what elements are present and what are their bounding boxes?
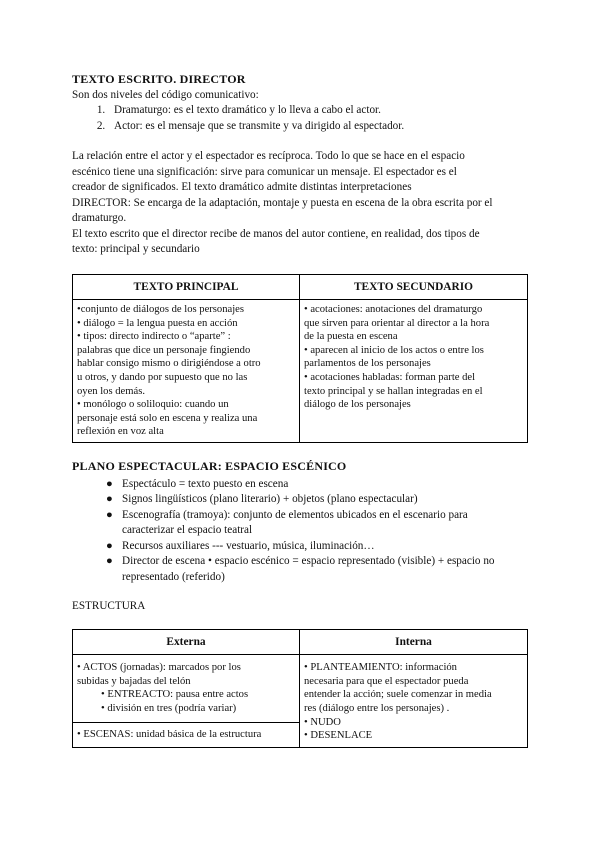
cell-line: subidas y bajadas del telón xyxy=(77,675,191,687)
cell-line: res (diálogo entre los personajes) . xyxy=(304,702,450,714)
bullet-item xyxy=(108,477,528,493)
cell-line: de la puesta en escena xyxy=(304,331,398,343)
bullet-text: Escenografía (tramoya): conjunto de elementos ubicados en el escenario para xyxy=(122,508,468,521)
cell-externa-escenas xyxy=(73,722,300,748)
bullet-icon: ● xyxy=(106,539,113,552)
texto-table xyxy=(72,274,528,444)
cell-line: oyen los demás. xyxy=(77,385,145,397)
cell-line: • acotaciones: anotaciones del dramaturgo xyxy=(304,304,483,316)
cell-line: •conjunto de diálogos de los personajes xyxy=(77,304,244,316)
cell-line: • DESENLACE xyxy=(304,730,373,742)
bullet-text: Director de escena • espacio escénico = espacio representado (visible) + espacio no xyxy=(122,555,495,568)
cell-interna xyxy=(300,655,528,748)
document-page xyxy=(72,72,528,748)
section-title-texto-escrito: TEXTO ESCRITO. DIRECTOR xyxy=(72,72,246,86)
cell-line: • monólogo o soliloquio: cuando un xyxy=(77,399,229,411)
estructura-table xyxy=(72,629,528,749)
bullet-text: Signos lingüísticos (plano literario) + objetos (plano espectacular) xyxy=(122,493,418,506)
header-interna: Interna xyxy=(300,629,528,655)
cell-line: • PLANTEAMIENTO: información xyxy=(304,662,457,674)
cell-line: • NUDO xyxy=(304,716,341,728)
intro-subtitle: Son dos niveles del código comunicativo: xyxy=(72,88,259,101)
bullet-icon: ● xyxy=(106,508,113,521)
intro-paragraph xyxy=(72,149,528,258)
cell-line: reflexión en voz alta xyxy=(77,426,164,438)
header-externa: Externa xyxy=(73,629,300,655)
cell-line: hablar consigo mismo o dirigiéndose a otro xyxy=(77,358,261,370)
bullet-text: Espectáculo = texto puesto en escena xyxy=(122,477,289,490)
cell-line: • ACTOS (jornadas): marcados por los xyxy=(77,662,241,674)
cell-texto-secundario xyxy=(300,300,528,443)
bullet-item xyxy=(108,539,528,555)
cell-line: • ENTREACTO: pausa entre actos xyxy=(101,689,249,701)
paragraph-line: La relación entre el actor y el espectador es recíproca. Todo lo que se hace en el espacio xyxy=(72,150,465,162)
cell-externa-actos xyxy=(73,655,300,722)
cell-line: • aparecen al inicio de los actos o entre los xyxy=(304,344,484,356)
cell-line: texto principal y se hallan integradas en el xyxy=(304,385,483,397)
cell-line: diálogo de los personajes xyxy=(304,399,411,411)
bullet-text: Recursos auxiliares --- vestuario, música, iluminación… xyxy=(122,539,375,552)
cell-texto-principal xyxy=(73,300,300,443)
bullet-item xyxy=(108,492,528,508)
bullet-icon: ● xyxy=(106,493,113,506)
bullet-icon: ● xyxy=(106,555,113,568)
levels-list xyxy=(72,103,528,134)
cell-line: • división en tres (podría variar) xyxy=(101,702,237,714)
paragraph-line: texto: principal y secundario xyxy=(72,243,200,255)
estructura-label: ESTRUCTURA xyxy=(72,600,146,613)
plano-bullet-list xyxy=(72,477,528,586)
cell-line: • ESCENAS: unidad básica de la estructura xyxy=(77,728,262,740)
cell-line: u otros, y dando por supuesto que no las xyxy=(77,372,248,384)
header-texto-principal: TEXTO PRINCIPAL xyxy=(73,274,300,300)
bullet-text: representado (referido) xyxy=(122,570,225,583)
bullet-item xyxy=(108,554,528,585)
bullet-text: caracterizar el espacio teatral xyxy=(122,524,253,537)
paragraph-line: El texto escrito que el director recibe de manos del autor contiene, en realidad, dos tipos de xyxy=(72,227,480,240)
cell-line: • acotaciones habladas: forman parte del xyxy=(304,372,476,384)
bullet-item xyxy=(108,508,528,539)
bullet-icon: ● xyxy=(106,477,113,490)
cell-line: parlamentos de los personajes xyxy=(304,358,431,370)
cell-line: • tipos: directo indirecto o “aparte” : xyxy=(77,331,231,343)
cell-line: necesaria para que el espectador pueda xyxy=(304,675,469,687)
section-title-plano-espectacular: PLANO ESPECTACULAR: ESPACIO ESCÉNICO xyxy=(72,459,347,474)
paragraph-line: creador de significados. El texto dramático admite distintas interpretaciones xyxy=(72,181,412,193)
cell-line: • diálogo = la lengua puesta en acción xyxy=(77,317,238,329)
level-item: 1. Dramaturgo: es el texto dramático y lo lleva a cabo el actor. xyxy=(108,103,528,119)
cell-line: palabras que dice un personaje fingiendo xyxy=(77,344,251,356)
cell-line: que sirven para orientar al director a la hora xyxy=(304,317,490,329)
paragraph-line: dramaturgo. xyxy=(72,212,127,224)
cell-line: personaje está solo en escena y realiza una xyxy=(77,412,258,424)
paragraph-line: escénico tiene una significación: sirve para comunicar un mensaje. El espectador es el xyxy=(72,165,457,178)
header-texto-secundario: TEXTO SECUNDARIO xyxy=(300,274,528,300)
paragraph-line: DIRECTOR: Se encarga de la adaptación, montaje y puesta en escena de la obra escrita por el xyxy=(72,196,493,209)
cell-line: entender la acción; suele comenzar in media xyxy=(304,689,492,701)
level-item: 2. Actor: es el mensaje que se transmite y va dirigido al espectador. xyxy=(108,119,528,135)
